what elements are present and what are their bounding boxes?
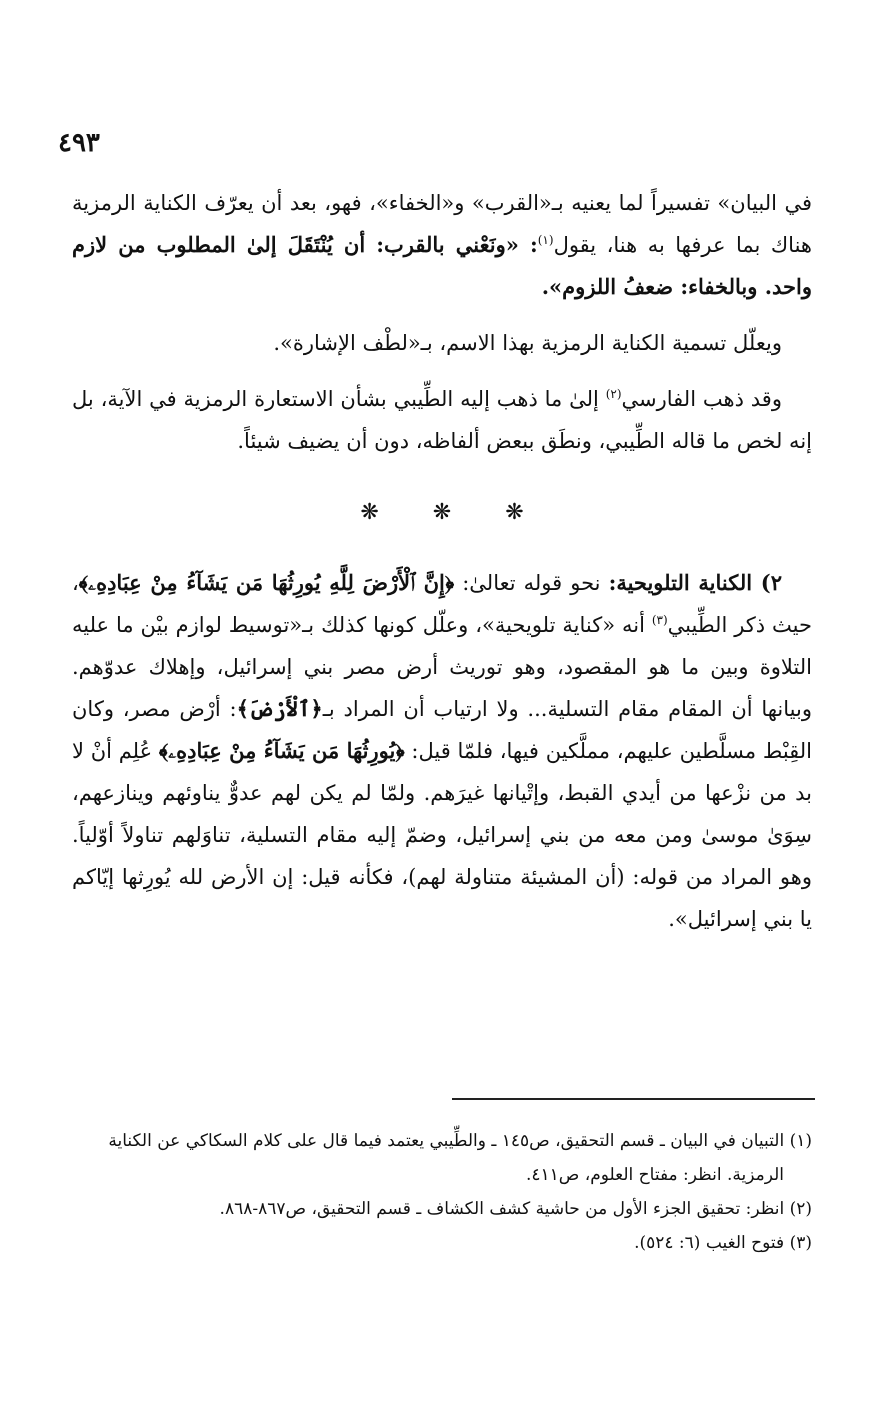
footnote-ref-1: (١)	[537, 233, 554, 247]
quran-verse: ﴿ٱلْأَرْضَ﴾	[236, 696, 323, 721]
text-run: نحو قوله تعالىٰ:	[454, 571, 609, 595]
text-run: وقد ذهب الفارسي	[621, 387, 782, 411]
footnotes	[72, 1124, 812, 1260]
footnote-2: (٢) انظر: تحقيق الجزء الأول من حاشية كشف الكشاف ـ قسم التحقيق، ص٨٦٧-٨٦٨.	[219, 1199, 812, 1219]
text-run: إلىٰ ما ذهب إليه الطِّيبي بشأن الاستعارة الرمزية في الآية، بل إنه لخص ما قاله الطِّيبي، ونطَق ببعض ألفاظه، دون أن يضيف شيئاً.	[72, 387, 812, 453]
star-ornament: ❋	[432, 500, 452, 525]
quran-verse: ﴿يُورِثُهَا مَن يَشَآءُ مِنْ عِبَادِهِۦ﴾	[158, 738, 405, 763]
text-run: أنه «كناية تلويحية»، وعلّل كونها كذلك بـ«توسيط لوازم بيْن ما عليه التلاوة وبين ما هو المقصود، وهو توريث أرض مصر بني إسرائيل، وإهلاك عدوّهم. وبيانها أن المقام مقام التسلية... ولا ارتياب أن المراد بـ	[72, 613, 812, 721]
text-run: عُلِم أنْ لا بد من نزْعها من أيدي القبط، وإتْيانها غيرَهم. ولمّا لم يكن لهم عدوٌّ يناوئهم وينازعهم، سِوَىٰ موسىٰ ومن معه من بني إسرائيل، وضمّ إليه مقام التسلية، تناوَلهم تناولاً أوّلياً. وهو المراد من قوله: (أن المشيئة متناولة لهم)، فكأنه قيل: إن الأرض لله يُورِثها إيّاكم يا بني إسرائيل».	[72, 739, 812, 931]
section-separator	[72, 492, 812, 534]
main-text	[72, 182, 812, 954]
footnote-1-continuation: الرمزية. انظر: مفتاح العلوم، ص٤١١.	[525, 1165, 784, 1185]
star-ornament: ❋	[505, 500, 524, 525]
paragraph-3	[72, 378, 812, 462]
quran-verse: ﴿إِنَّ ٱلْأَرْضَ لِلَّهِ يُورِثُهَا مَن يَشَآءُ مِنْ عِبَادِهِۦ﴾	[78, 570, 455, 595]
footnote-ref-3: (٣)	[651, 613, 668, 627]
footnote-ref-2: (٢)	[605, 387, 622, 401]
paragraph-1	[72, 182, 812, 308]
section-heading: ٢) الكناية التلويحية:	[608, 570, 782, 595]
footnote-1: (١) التبيان في البيان ـ قسم التحقيق، ص١٤٥ ـ والطِّيبي يعتمد فيما قال على كلام السكاكي عن الكناية	[108, 1131, 812, 1151]
footnote-3: (٣) فتوح الغيب (٦: ٥٢٤).	[634, 1233, 812, 1253]
footnote-divider	[452, 1098, 815, 1100]
text-run: : أرْض مصر، وكان القِبْط مسلَّطين عليهم، مملَّكين فيها، فلمّا قيل:	[72, 697, 813, 763]
text-run: ، حيث ذكر الطِّيبي	[72, 571, 812, 637]
section-paragraph	[72, 562, 812, 940]
star-ornament: ❋	[360, 500, 379, 525]
text-run: في البيان» تفسيراً لما يعنيه بـ«القرب» و«الخفاء»، فهو، بعد أن يعرّف الكناية الرمزية هناك بما عرفها به هنا، يقول	[72, 191, 812, 257]
paragraph-2	[72, 322, 812, 364]
quoted-definition: : «ونَعْني بالقرب: أن يُنْتَقَلَ إلىٰ المطلوب من لازم واحد. وبالخفاء: ضعفُ اللزوم».	[72, 232, 812, 299]
page-number: ٤٩٣	[58, 128, 100, 158]
text-run: ويعلّل تسمية الكناية الرمزية بهذا الاسم، بـ«لطْف الإشارة».	[273, 331, 782, 355]
